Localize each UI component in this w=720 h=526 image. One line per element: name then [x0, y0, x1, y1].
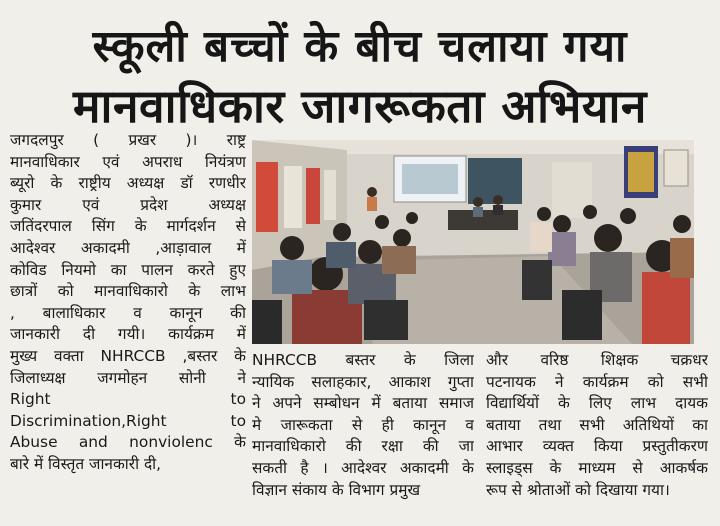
article-line: मानवाधिकार एवं अपराध नियंत्रण — [10, 152, 246, 171]
article-line: आदेश्वर अकादमी ,आड़ावाल में — [10, 238, 246, 257]
headline-line-2: मानवाधिकार जागरूकता अभियान — [73, 79, 647, 133]
article-line: और वरिष्ठ शिक्षक चक्रधर — [486, 351, 708, 369]
classroom-photo-illustration — [252, 140, 694, 344]
article-column-3 — [486, 350, 708, 501]
article-line: जिलाध्यक्ष जगमोहन सोनी ने — [10, 368, 246, 387]
article-line: जानकारी दी गयी। कार्यक्रम में — [10, 325, 246, 344]
article-line: कोविड नियमो का पालन करते हुए — [10, 260, 246, 279]
article-line: मुख्य वक्ता NHRCCB ,बस्तर के — [10, 346, 246, 365]
article-line: आभार व्यक्त किया प्रस्तुतीकरण — [486, 437, 708, 456]
article-column-1 — [10, 130, 246, 476]
article-line: विज्ञान संकाय के विभाग प्रमुख — [252, 480, 421, 499]
article-line: मे जारूकता से ही कानून व — [252, 415, 474, 434]
article-line: रूप से श्रोताओं को दिखाया गया। — [486, 480, 670, 499]
article-line: न्यायिक सलाहकार, आकाश गुप्ता — [252, 372, 474, 391]
article-line: विद्यार्थियों के लिए लाभ दायक — [486, 394, 708, 413]
article-line: छात्रों को मानवाधिकारो के लाभ — [10, 282, 246, 301]
article-line: Discrimination,Right to — [10, 411, 246, 430]
article-line: Right to — [10, 390, 246, 409]
event-photo — [252, 140, 694, 344]
headline-line-1: स्कूली बच्चों के बीच चलाया गया — [92, 21, 628, 72]
article-line: सकती है । आदेश्वर अकादमी के — [252, 458, 474, 477]
article-line: जगदलपुर ( प्रखर )। राष्ट्र — [10, 131, 246, 149]
article-line: कुमार एवं प्रदेश अध्यक्ष — [10, 195, 246, 214]
article-line: स्लाइड्स के माध्यम से आकर्षक — [486, 458, 708, 477]
article-line: Abuse and nonviolenc के — [10, 433, 246, 452]
article-line: मानवाधिकारो की रक्षा की जा — [252, 437, 474, 456]
article-line: पटनायक ने कार्यक्रम को सभी — [486, 372, 708, 391]
article-line: जतिंदरपाल सिंग के मार्गदर्शन से — [10, 217, 246, 236]
article-line: , बालाधिकार व कानून की — [10, 303, 246, 322]
article-column-2 — [252, 350, 474, 501]
article-line: NHRCCB बस्तर के जिला — [252, 351, 474, 369]
article-line: ब्यूरो के राष्ट्रीय अध्यक्ष डॉ रणधीर — [10, 174, 246, 193]
article-line: बताया तथा सभी अतिथियों का — [486, 415, 708, 434]
article-line: बारे में विस्तृत जानकारी दी, — [10, 454, 162, 473]
article-line: ने अपने सम्बोधन में बताया समाज — [252, 394, 474, 413]
